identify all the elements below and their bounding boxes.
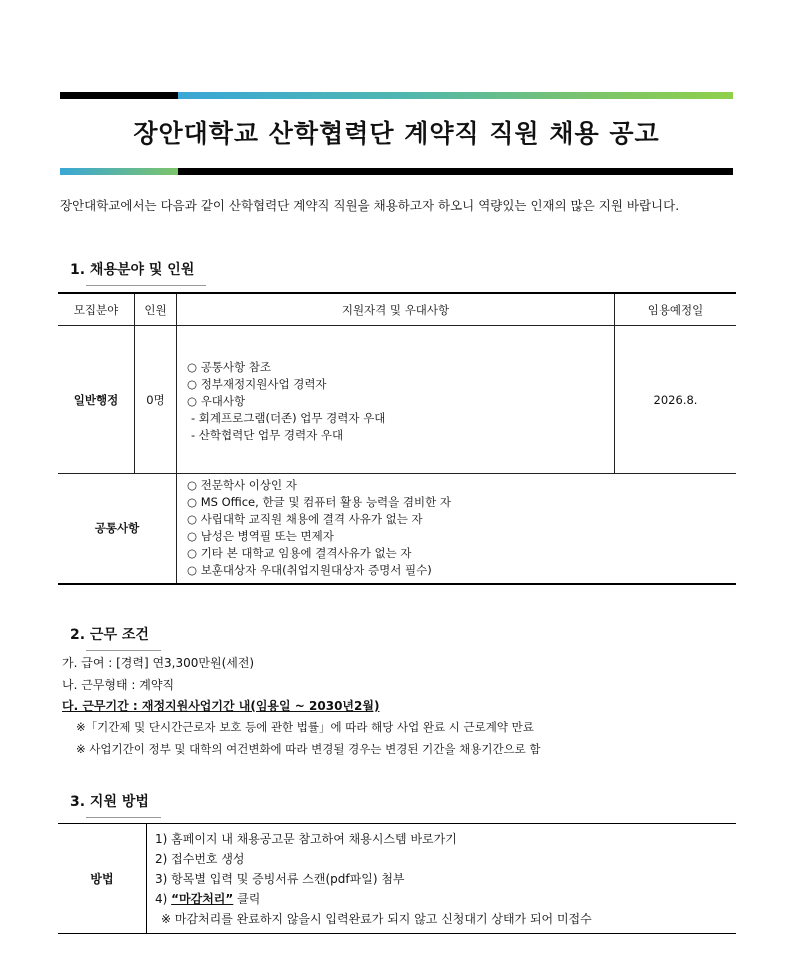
count-value: 0명 bbox=[135, 326, 177, 474]
table-row bbox=[58, 474, 736, 584]
list-item: ○ 사립대학 교직원 채용에 결격 사유가 없는 자 bbox=[187, 512, 423, 527]
section1-heading-text: 1. 채용분야 및 인원 bbox=[70, 262, 195, 278]
section2-heading-text: 2. 근무 조건 bbox=[70, 627, 149, 643]
appointment-date: 2026.8. bbox=[615, 326, 737, 474]
list-item: ○ MS Office, 한글 및 컴퓨터 활용 능력을 겸비한 자 bbox=[187, 495, 452, 510]
note-period-change: ※ 사업기간이 정부 및 대학의 여건변화에 따라 변경될 경우는 변경된 기간을 채용기간으로 함 bbox=[76, 742, 541, 756]
common-label: 공통사항 bbox=[58, 474, 177, 584]
list-item: ○ 전문학사 이상인 자 bbox=[187, 478, 297, 493]
list-item: ○ 기타 본 대학교 임용에 결격사유가 없는 자 bbox=[187, 546, 412, 561]
section1-heading bbox=[70, 259, 194, 279]
section2-heading bbox=[70, 624, 149, 644]
bottom-rule-gradient bbox=[60, 168, 178, 175]
header-count: 인원 bbox=[135, 293, 177, 326]
table-row bbox=[58, 824, 736, 934]
intro-text: 장안대학교에서는 다음과 같이 산학협력단 계약직 직원을 채용하고자 하오니 역량있는 인재의 많은 지원 바랍니다. bbox=[60, 198, 680, 213]
list-item: 1) 홈페이지 내 채용공고문 참고하여 채용시스템 바로가기 bbox=[155, 831, 457, 846]
list-item: - 산학협력단 업무 경력자 우대 bbox=[191, 428, 344, 442]
work-type-line: 나. 근무형태 : 계약직 bbox=[62, 678, 175, 692]
qualifications-cell bbox=[177, 326, 615, 474]
section2-heading-underline bbox=[86, 650, 161, 651]
section1-heading-underline bbox=[86, 285, 206, 286]
list-item: ※ 마감처리를 완료하지 않을시 입력완료가 되지 않고 신청대기 상태가 되어 미접수 bbox=[161, 911, 592, 926]
header-field: 모집분야 bbox=[58, 293, 135, 326]
note-law: ※「기간제 및 단시간근로자 보호 등에 관한 법률」에 따라 해당 사업 완료 시 근로계약 만료 bbox=[76, 720, 534, 734]
method-label: 방법 bbox=[58, 824, 147, 934]
top-rule-gradient bbox=[178, 92, 733, 99]
list-item: ○ 공통사항 참조 bbox=[187, 360, 271, 374]
list-item: 3) 항목별 입력 및 증빙서류 스캔(pdf파일) 첨부 bbox=[155, 871, 405, 886]
section3-heading-underline bbox=[86, 817, 161, 818]
work-period-line: 다. 근무기간 : 재정지원사업기간 내(임용일 ~ 2030년2월) bbox=[62, 699, 380, 713]
list-item: ○ 남성은 병역필 또는 면제자 bbox=[187, 529, 334, 544]
field-general-admin: 일반행정 bbox=[58, 326, 135, 474]
top-rule-black bbox=[60, 92, 178, 99]
salary-line: 가. 급여 : [경력] 연3,300만원(세전) bbox=[62, 656, 255, 670]
table-header-row bbox=[58, 293, 736, 326]
common-requirements-cell bbox=[177, 474, 737, 584]
method-steps-cell bbox=[147, 824, 737, 934]
page-title: 장안대학교 산학협력단 계약직 직원 채용 공고 bbox=[133, 119, 660, 148]
header-date: 임용예정일 bbox=[615, 293, 737, 326]
application-method-table bbox=[58, 823, 736, 934]
step4-emphasis: “마감처리” bbox=[171, 891, 234, 906]
list-item: ○ 보훈대상자 우대(취업지원대상자 증명서 필수) bbox=[187, 563, 432, 578]
bottom-rule-black bbox=[178, 168, 733, 175]
list-item: ○ 정부재정지원사업 경력자 bbox=[187, 377, 327, 391]
header-qualifications: 지원자격 및 우대사항 bbox=[177, 293, 615, 326]
step4-prefix: 4) bbox=[155, 891, 172, 906]
list-item: ○ 우대사항 bbox=[187, 394, 246, 408]
table-row bbox=[58, 326, 736, 474]
recruitment-table bbox=[58, 292, 736, 585]
section3-heading bbox=[70, 791, 149, 811]
list-item: - 회계프로그램(더존) 업무 경력자 우대 bbox=[191, 411, 386, 425]
list-item: 2) 접수번호 생성 bbox=[155, 851, 245, 866]
list-item bbox=[155, 889, 736, 909]
step4-suffix: 클릭 bbox=[233, 891, 261, 906]
section3-heading-text: 3. 지원 방법 bbox=[70, 794, 149, 810]
